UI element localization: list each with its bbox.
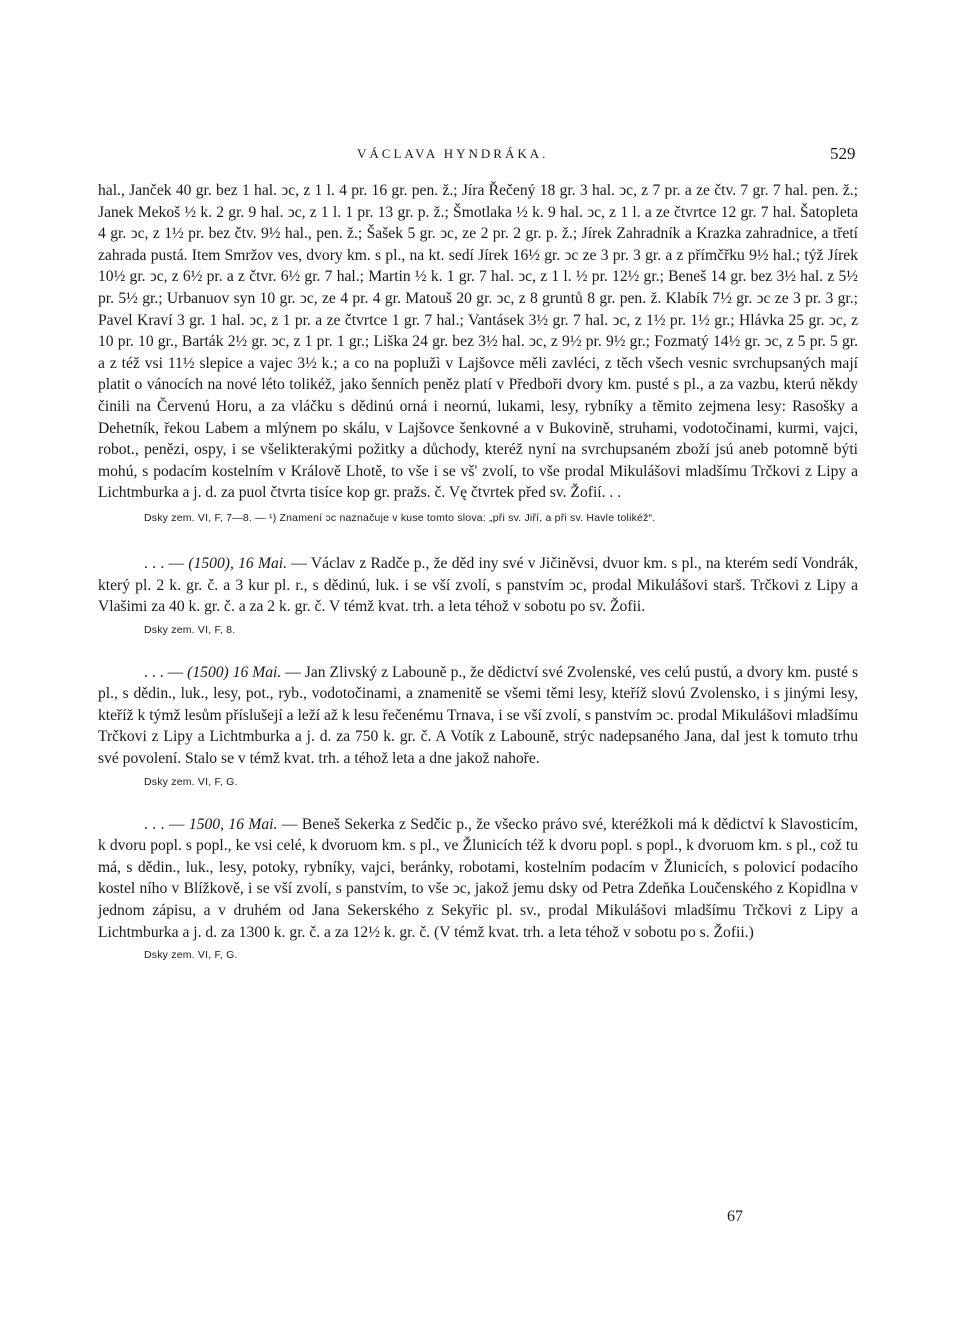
entry-text: — Václav z Radče p., že děd iny své v Jičiněvsi, dvuor km. s pl., na kterém sedí Vondrák, který pl. 2 k. gr. č. a 3 kur pl. r., s dědinú, luk. i se vší zvolí, s panstvím ͻc, prodal Mikulášovi starš. Trčkovi z Lipy a Vlašimi za 40 k. gr. č. a za 2 k. gr. č. V témž kvat. trh. a leta téhož v sobotu po sv. Žofii. <box>98 554 858 616</box>
signature-mark: 67 <box>727 1208 743 1225</box>
source-note: Dsky zem. VI, F, G. <box>144 775 238 788</box>
source-note: Dsky zem. VI, F, G. <box>144 949 238 962</box>
entry-lead: . . . — <box>144 663 188 681</box>
source-note: Dsky zem. VI, F, 7—8. — ¹) Znamení ͻc naznačuje v kuse tomto slova: „při sv. Jiří, a při sv. Havle tolikéž“. <box>144 511 656 524</box>
entry-date: 1500, 16 Mai. <box>188 815 278 833</box>
page-body <box>98 180 858 961</box>
entry-text: — Jan Zlivský z Labouně p., že dědictví své Zvolenské, ves celú pustú, a dvory km. pusté s pl., s dědin., luk., lesy, pot., ryb., vodotočinami, a znamenitě se všemi těmi lesy, kteříž slovú Zvolensko, i s jinými lesy, kteříž k týmž lesům příslušejí a leží až k lesu řečenému Trnava, i se vší zvolí, s panstvím ͻc. prodal Mikulášovi mladšímu Trčkovi z Lipy a Lichtmburka a j. d. za 750 k. gr. č. A Votík z Labouně, strýc nadepsaného Jana, dal jest k tomuto trhu své povolení. Stalo se v témž kvat. trh. a téhož leta a dne jakož nahoře. <box>98 663 859 768</box>
entry-paragraph <box>98 553 858 618</box>
entry-paragraph: hal., Janček 40 gr. bez 1 hal. ͻc, z 1 l. 4 pr. 16 gr. pen. ž.; Jíra Řečený 18 gr. 3 hal. ͻc, z 7 pr. a ze čtv. 7 gr. 7 hal. pen. ž.; Janek Mekoš ½ k. 2 gr. 9 hal. ͻc, z 1 l. 1 pr. 13 gr. p. ž.; Šmotlaka ½ k. 9 hal. ͻc, z 1 l. a ze čtvrtce 12 gr. 7 hal. Šatopleta 4 gr. ͻc, z 1½ pr. bez čtv. 9½ hal., pen. ž.; Šašek 5 gr. ͻc, ze 2 pr. 2 gr. p. ž.; Jírek Zahradník a Krazka zahradnice, a třetí zahrada pustá. Item Smržov ves, dvory km. s pl., na kt. sedí Jírek 16½ gr. ͻc ze 3 pr. 3 gr. a z přímčřku 9½ hal.; týž Jírek 10½ gr. ͻc, z 6½ pr. a z čtvr. 6½ gr. 7 hal.; Martin ½ k. 1 gr. 7 hal. ͻc, z 1 l. ½ pr. 12½ gr.; Beneš 14 gr. bez 3½ hal. z 5½ pr. 5½ gr.; Urbanuov syn 10 gr. ͻc, ze 4 pr. 4 gr. Matouš 20 gr. ͻc, z 8 gruntů 8 gr. pen. ž. Klabík 7½ gr. ͻc ze 3 pr. 3 gr.; Pavel Kraví 3 gr. 1 hal. ͻc, z 1 pr. a ze čtvrtce 1 gr. 7 hal.; Vantásek 3½ gr. 7 hal. ͻc, z 1½ pr. 1½ gr.; Hlávka 25 gr. ͻc, z 10 pr. 10 gr., Barták 2½ gr. ͻc, z 1 pr. 1 gr.; Liška 24 gr. bez 3½ hal. ͻc, z 9½ pr. 9½ gr.; Fozmatý 14½ gr. ͻc, z 5 pr. 5 gr. a z též vsi 11½ slepice a vajec 3½ k.; a co na poplužì v Lajšovce měli zavléci, z těch všech vesnic svrchupsaných mají platit o vánocích na nové léto tolikéž, jako šenních peněz platí v Předboři dvory km. pusté s pl., a za vazbu, kterú někdy činili na Červenú Horu, a za vláčku s dědinú orná i neornú, lukami, lesy, rybníky a těmito zejmena lesy: Rasošky a Dehetník, řekou Labem a mlýnem po skálu, v Lajšovce šenkovné a v Bukovině, struhami, vodotočinami, kurmi, vajci, robot., penězi, ospy, i se všelikterakými požitky a důchody, kteréž nyní na svrchupsaném zboží jsú aneb potomně býti mohú, s podacím kostelním v Králově Lhotě, to vše i se vš' zvolí, to vše prodal Mikulášovi mladšímu Trčkovi z Lipy a Lichtmburka a j. d. za puol čtvrta tisíce kop gr. pražs. č. Vę čtvrtek před sv. Žofií. . . <box>98 182 858 502</box>
page-number: 529 <box>830 144 856 163</box>
entry-lead: . . . — <box>144 554 189 572</box>
entry-date: (1500), 16 Mai. <box>188 554 288 572</box>
source-note: Dsky zem. VI, F, 8. <box>144 623 236 636</box>
running-head: VÁCLAVA HYNDRÁKA. <box>357 146 549 161</box>
entry-text: — Beneš Sekerka z Sedčic p., že všecko právo své, kteréžkoli má k dědictví k Slavosticím, k dvoru popl. s popl., ke vsi celé, k dvoruom km. s pl., ve Žlunicích též k dvoru popl. s popl., k dvoruom km. s pl., což tu má, s dědin., luk., lesy, potoky, rybníky, vajci, beránky, robotami, kostelním podacím v Žlunicích, s polovicí podacího kostel ního v Blížkově, i se vší zvolí, s panstvím, to vše ͻc, jakož jemu dsky od Petra Zdeňka Loučenského z Kopidlna v jednom zápisu, a v druhém od Jana Sekerského z Sekyřic pl. sv., prodal Mikulášovi mladšímu Trčkovi z Lipy a Lichtmburka a j. d. za 1300 k. gr. č. a za 12½ k. gr. č. (V témž kvat. trh. a leta téhož v sobotu po s. Žofii.) <box>98 815 858 941</box>
entry-date: (1500) 16 Mai. <box>187 663 282 681</box>
entry-paragraph <box>98 814 858 944</box>
entry-paragraph <box>98 662 858 770</box>
entry-lead: . . . — <box>144 815 189 833</box>
